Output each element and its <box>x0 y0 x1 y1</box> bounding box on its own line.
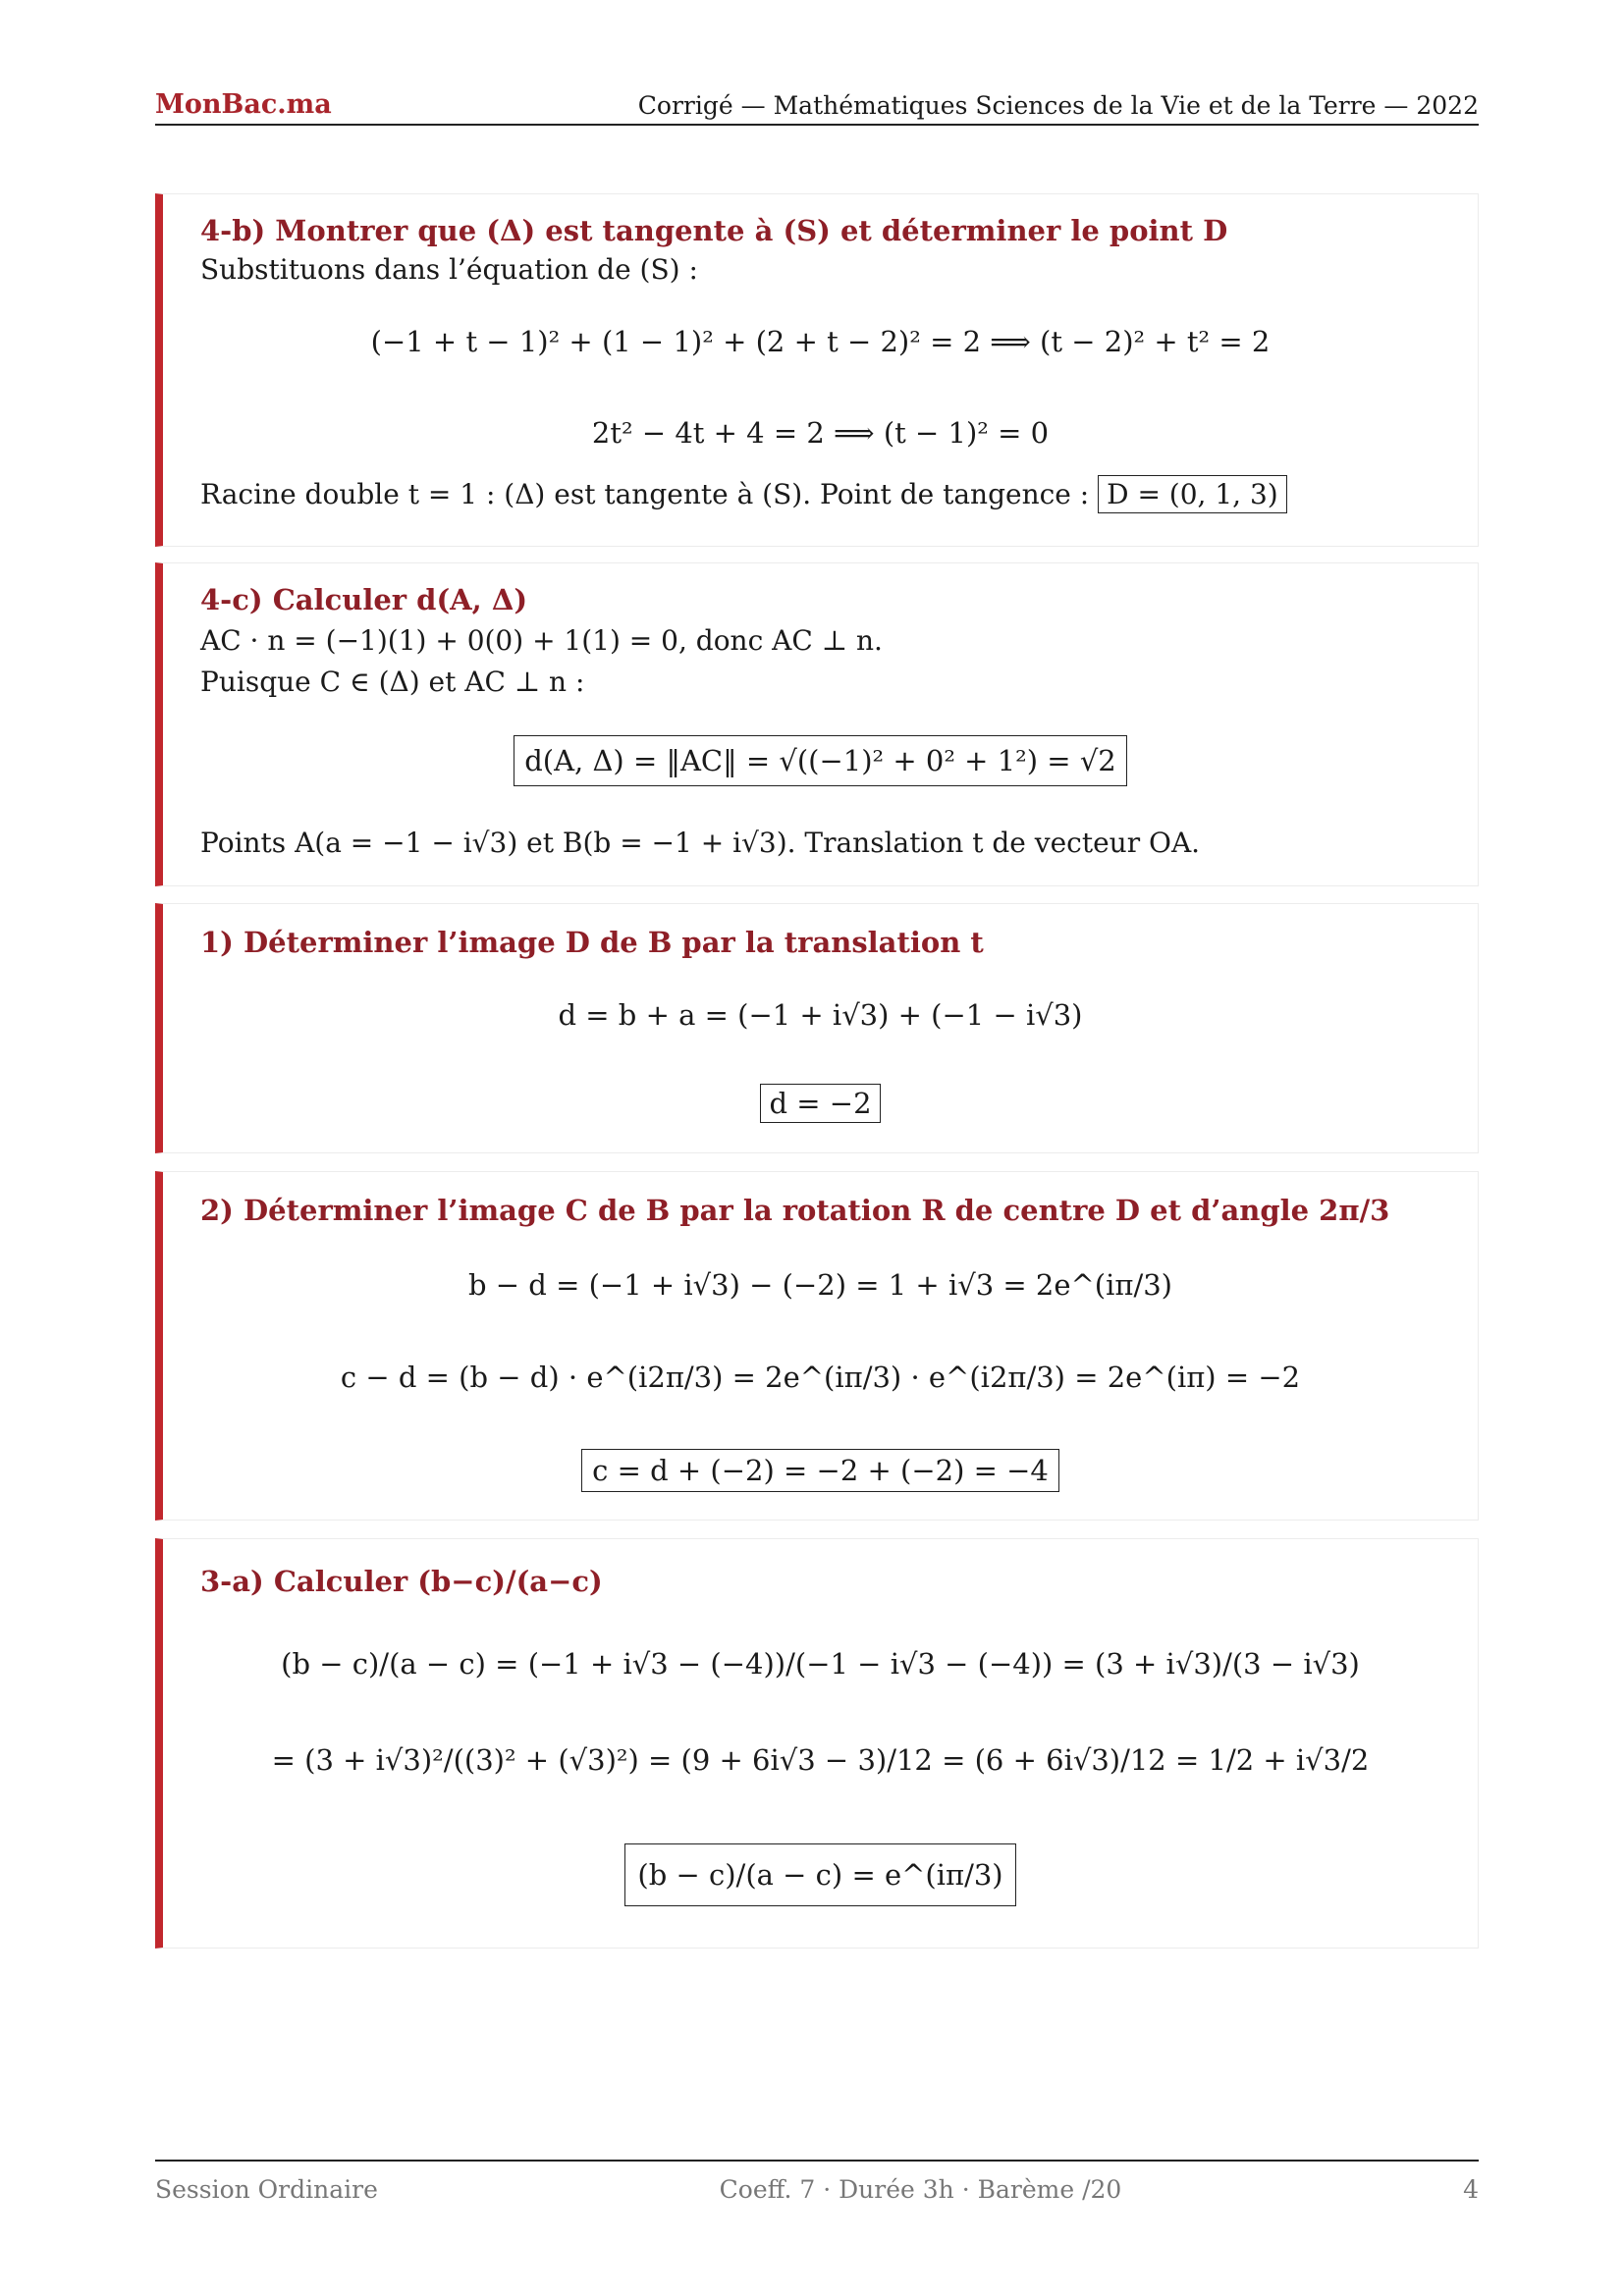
section-3a <box>155 1538 1479 1949</box>
section-title: 2) Déterminer l’image C de B par la rotation R de centre D et d’angle 2π/3 <box>200 1194 1390 1227</box>
quotient-result <box>163 1843 1478 1906</box>
equation: d = b + a = (−1 + i√3) + (−1 − i√3) <box>558 998 1083 1032</box>
points-line: Points A(a = −1 − i√3) et B(b = −1 + i√3). Translation t de vecteur OA. <box>200 827 1201 859</box>
section-title: 4-b) Montrer que (Δ) est tangente à (S) et déterminer le point D <box>200 214 1228 247</box>
equation: b − d = (−1 + i√3) − (−2) = 1 + i√3 = 2e^(iπ/3) <box>468 1268 1172 1302</box>
section-intro: Substituons dans l’équation de (S) : <box>200 253 698 286</box>
equation: (−1 + t − 1)² + (1 − 1)² + (2 + t − 2)² = 2 ⟹ (t − 2)² + t² = 2 <box>370 325 1271 358</box>
section-1 <box>155 903 1479 1153</box>
footer-session: Session Ordinaire <box>155 2175 378 2204</box>
page-footer <box>155 2160 1479 2204</box>
section-title: 1) Déterminer l’image D de B par la translation t <box>200 926 984 959</box>
section-4c <box>155 562 1479 886</box>
section-4b <box>155 193 1479 547</box>
conclusion-text: Racine double t = 1 : (Δ) est tangente à (S). Point de tangence : <box>200 478 1090 510</box>
section-title: 3-a) Calculer (b−c)/(a−c) <box>200 1565 603 1598</box>
footer-info: Coeff. 7 · Durée 3h · Barème /20 <box>719 2175 1122 2204</box>
rotation-result <box>163 1449 1478 1492</box>
result-box: d = −2 <box>760 1084 880 1123</box>
section-2 <box>155 1171 1479 1521</box>
result-box: c = d + (−2) = −2 + (−2) = −4 <box>581 1449 1059 1492</box>
equation: c − d = (b − d) · e^(i2π/3) = 2e^(iπ/3) · e^(i2π/3) = 2e^(iπ) = −2 <box>340 1361 1301 1394</box>
conclusion <box>200 475 1287 513</box>
distance-result <box>163 735 1478 786</box>
result-box: d(A, Δ) = ‖AC‖ = √((−1)² + 0² + 1²) = √2 <box>514 735 1127 786</box>
brand-logo[interactable]: MonBac.ma <box>155 89 332 120</box>
translation-result <box>163 1084 1478 1123</box>
page-number: 4 <box>1463 2175 1479 2204</box>
equation: (b − c)/(a − c) = (−1 + i√3 − (−4))/(−1 − i√3 − (−4)) = (3 + i√3)/(3 − i√3) <box>281 1647 1360 1681</box>
result-box: (b − c)/(a − c) = e^(iπ/3) <box>624 1843 1015 1906</box>
orthogonality-line: Puisque C ∈ (Δ) et AC ⊥ n : <box>200 666 585 698</box>
section-title: 4-c) Calculer d(A, Δ) <box>200 583 528 616</box>
result-box: D = (0, 1, 3) <box>1098 475 1287 513</box>
equation: 2t² − 4t + 4 = 2 ⟹ (t − 1)² = 0 <box>591 416 1050 450</box>
dot-product-line: AC · n = (−1)(1) + 0(0) + 1(1) = 0, donc AC ⊥ n. <box>200 624 883 657</box>
equation: = (3 + i√3)²/((3)² + (√3)²) = (9 + 6i√3 − 3)/12 = (6 + 6i√3)/12 = 1/2 + i√3/2 <box>271 1743 1370 1777</box>
page-header <box>155 90 1479 126</box>
header-title: Corrigé — Mathématiques Sciences de la Vie et de la Terre — 2022 <box>637 91 1479 120</box>
